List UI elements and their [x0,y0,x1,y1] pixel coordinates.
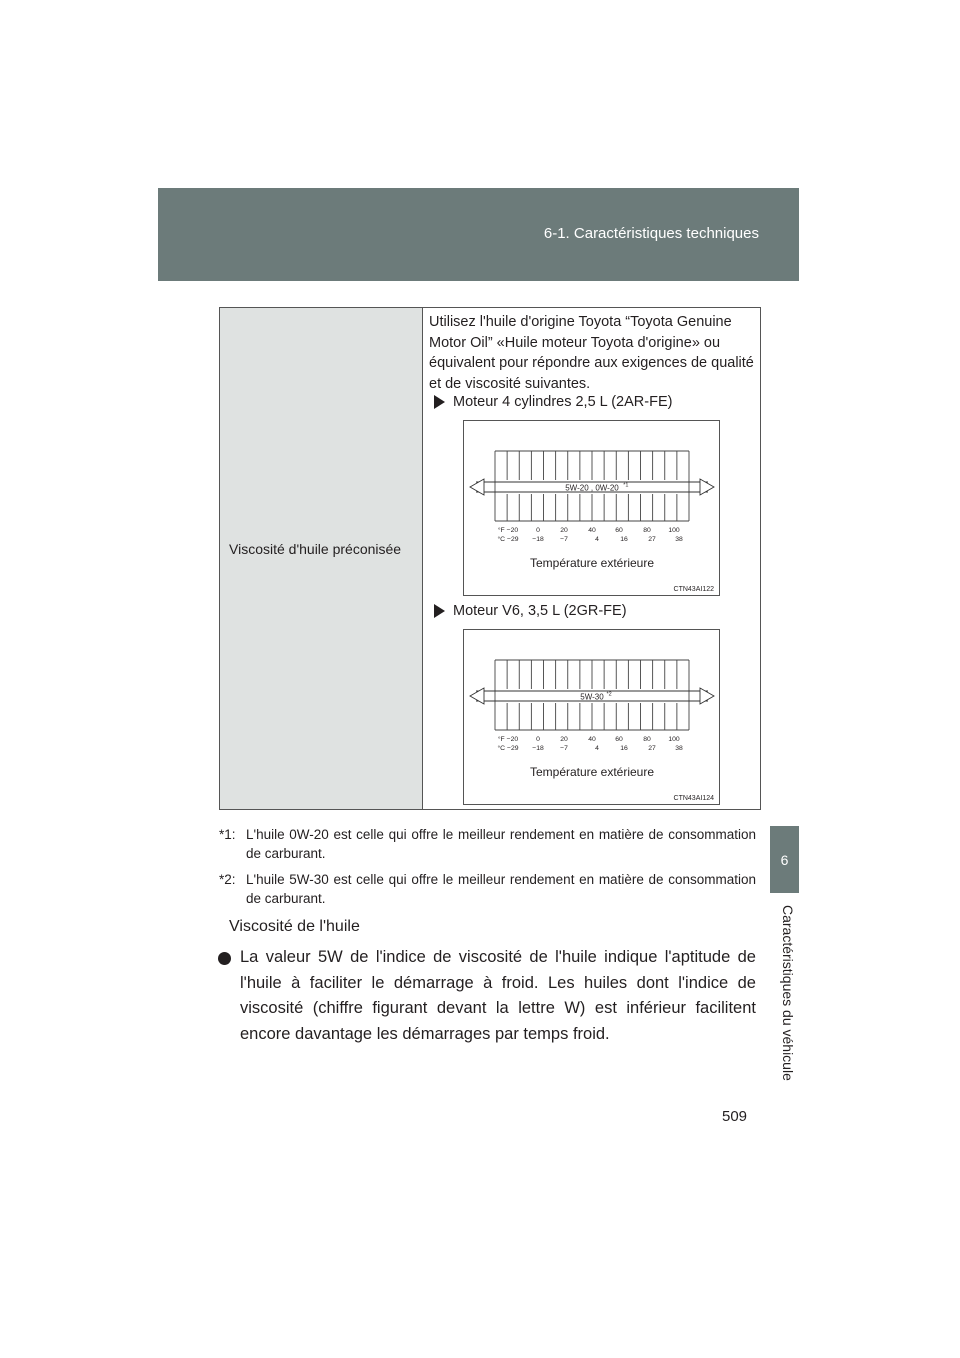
temp-f-label: 80 [643,527,651,534]
engine-heading-2 [430,603,627,619]
bullet-paragraph [216,945,756,1047]
temp-f-label: 100 [668,736,680,743]
temp-c-label: 4 [595,536,599,543]
chapter-side-label: Caractéristiques du véhicule [780,905,796,1081]
temp-c-label: 27 [648,745,656,752]
viscosity-chart-svg [464,630,719,804]
temp-f-label: 60 [615,736,623,743]
chart-caption: Température extérieure [529,556,655,570]
temp-c-label: 16 [620,536,628,543]
temp-c-label: −18 [532,536,544,543]
engine-heading-1 [430,394,672,410]
footnote-text: L'huile 0W-20 est celle qui offre le meilleur rendement en matière de consommation de carburant. [246,827,756,861]
spec-table [219,307,761,810]
chapter-tab-number: 6 [780,851,789,868]
temp-f-label: 40 [588,527,596,534]
grade-label: 5W-30 [580,692,604,702]
spec-intro: Utilisez l'huile d'origine Toyota “Toyota Genuine Motor Oil” «Huile moteur Toyota d'origine» ou équivalent pour répondre aux exigences de qualité et de viscosité suivantes. [429,314,754,392]
temp-c-label: 16 [620,745,628,752]
chart-code: CTN43AI122 [673,586,714,593]
page-number: 509 [722,1108,748,1125]
engine-name: Moteur 4 cylindres 2,5 L (2AR-FE) [453,394,673,410]
temp-f-label: 60 [615,527,623,534]
bullet-text: La valeur 5W de l'indice de viscosité de l'huile indique l'aptitude de l'huile à faciliter le démarrage à froid. Les huiles dont l'indice de viscosité (chiffre figurant devant la lettre W) est inférieur facilitent encore davantage les démarrages par temps froid. [240,948,756,1043]
temp-c-label: 27 [648,536,656,543]
header-title: 6-1. Caractéristiques techniques [543,225,759,242]
footnote-2 [219,870,756,908]
spec-label-cell [220,308,423,809]
chapter-tab [770,826,799,893]
footnote-text: L'huile 5W-30 est celle qui offre le meilleur rendement en matière de consommation de carburant. [246,872,756,906]
spec-label: Viscosité d'huile préconisée [229,541,402,557]
temp-f-label: 0 [536,736,540,743]
temp-c-label: 38 [675,536,683,543]
bullet-icon [218,952,231,965]
chart-code: CTN43AI124 [673,795,714,802]
engine-name: Moteur V6, 3,5 L (2GR-FE) [453,603,627,619]
temp-f-label: °F −20 [497,527,519,534]
footnote-mark: *2: [219,872,236,887]
temp-f-label: 40 [588,736,596,743]
pointer-triangle-icon [434,395,445,409]
grade-label: 5W-20 , 0W-20 [565,483,619,493]
arrow-right-head [700,688,714,704]
pointer-triangle-icon [434,604,445,618]
viscosity-chart-2 [463,629,720,805]
grade-mark: *2 [606,691,612,698]
temp-c-label: −7 [560,536,568,543]
arrow-left-head [470,688,484,704]
chart-caption: Température extérieure [529,765,655,779]
section-title: Viscosité de l'huile [229,918,360,935]
temp-c-label: °C −29 [497,745,519,752]
viscosity-chart-svg [464,421,719,595]
temp-f-label: 0 [536,527,540,534]
temp-c-label: −7 [560,745,568,752]
temp-f-label: 20 [560,527,568,534]
temp-f-label: 100 [668,527,680,534]
temp-c-label: 38 [675,745,683,752]
footnote-mark: *1: [219,827,236,842]
temp-c-label: 4 [595,745,599,752]
temp-f-label: 20 [560,736,568,743]
footnote-1 [219,825,756,863]
arrow-left-head [470,479,484,495]
arrow-right-head [700,479,714,495]
temp-c-label: °C −29 [497,536,519,543]
grade-mark: *1 [623,482,629,489]
temp-c-label: −18 [532,745,544,752]
temp-f-label: 80 [643,736,651,743]
viscosity-chart-1 [463,420,720,596]
chapter-header [158,188,799,281]
temp-f-label: °F −20 [497,736,519,743]
